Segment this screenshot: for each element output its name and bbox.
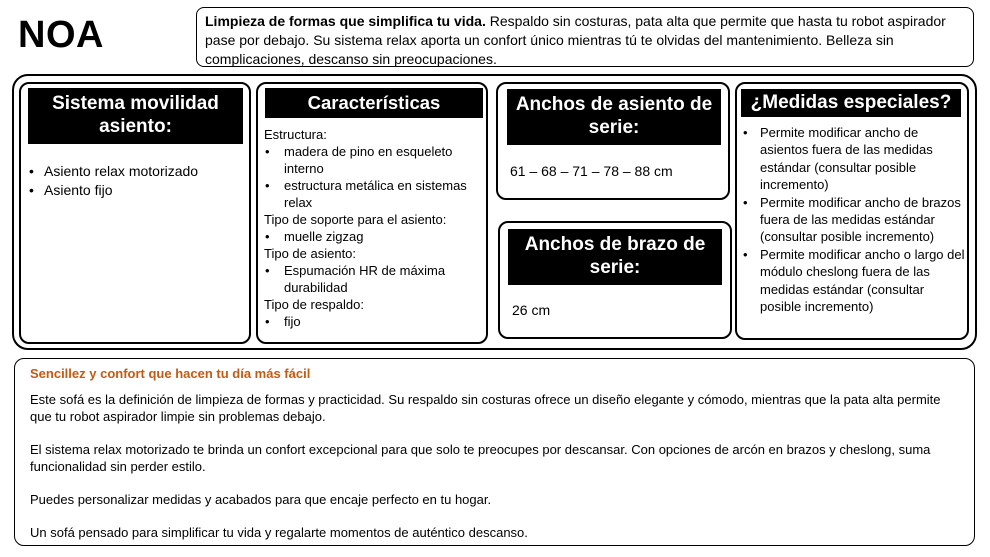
movilidad-body — [28, 162, 246, 200]
list-item: • muelle zigzag — [264, 228, 484, 245]
description-paragraph: El sistema relax motorizado te brinda un confort excepcional para que solo te preocupes por descansar. Con opciones de arcón en brazos y cheslong, suma funcionalidad sin perder estilo. — [30, 442, 931, 474]
list-item: • Permite modificar ancho de brazos fuera de las medidas estándar (consultar posible incremento) — [742, 194, 966, 246]
description-box — [14, 358, 975, 546]
list-item: • Permite modificar ancho de asientos fuera de las medidas estándar (consultar posible incremento) — [742, 124, 966, 194]
tecnicas-heading: Características técnicas: — [265, 88, 483, 118]
group-label: Tipo de asiento: — [264, 246, 357, 261]
anchos-brazo-heading: Anchos de brazo de serie: — [508, 229, 722, 285]
group-label: Tipo de soporte para el asiento: — [264, 212, 447, 227]
anchos-asiento-value: 61 – 68 – 71 – 78 – 88 cm — [510, 163, 673, 179]
description-paragraph: Este sofá es la definición de limpieza de formas y practicidad. Su respaldo sin costuras ofrece un diseño elegante y cómodo, mientras que la pata alta permite que tu robot aspirador limpie sin problemas debajo. — [30, 392, 941, 424]
description-paragraph: Un sofá pensado para simplificar tu vida y regalarte momentos de auténtico descanso. — [30, 525, 528, 540]
group-list — [264, 262, 484, 296]
anchos-asiento-heading: Anchos de asiento de serie: — [507, 89, 721, 145]
group-label: Estructura: — [264, 127, 327, 142]
especiales-list — [742, 124, 966, 315]
anchos-brazo-value: 26 cm — [512, 302, 551, 318]
movilidad-heading: Sistema movilidad asiento: — [28, 88, 243, 144]
description-paragraph: Puedes personalizar medidas y acabados para que encaje perfecto en tu hogar. — [30, 492, 492, 507]
tecnicas-body — [264, 126, 484, 330]
list-item: • Asiento relax motorizado — [28, 162, 246, 181]
list-item: • Espumación HR de máxima durabilidad — [264, 262, 484, 296]
group-list — [264, 313, 484, 330]
intro-box — [196, 7, 974, 67]
description-subtitle: Sencillez y confort que hacen tu día más fácil — [30, 366, 311, 381]
group-list — [264, 228, 484, 245]
list-item: • madera de pino en esqueleto interno — [264, 143, 484, 177]
intro-bold: Limpieza de formas que simplifica tu vida. — [205, 13, 486, 29]
list-item: • estructura metálica en sistemas relax — [264, 177, 484, 211]
movilidad-list — [28, 162, 246, 200]
group-list — [264, 143, 484, 211]
especiales-heading: ¿Medidas especiales? — [741, 89, 961, 117]
page-title: NOA — [18, 14, 104, 56]
list-item: • Permite modificar ancho o largo del módulo cheslong fuera de las medidas estándar (consultar posible incremento) — [742, 246, 966, 316]
group-label: Tipo de respaldo: — [264, 297, 364, 312]
intro-text: Respaldo sin costuras, pata alta que permite que hasta tu robot aspirador pase por debajo. Su sistema relax aporta un confort único mientras tú te olvidas del mantenimiento. Belleza sin complicaciones, descanso sin preocupaciones. — [205, 13, 946, 67]
list-item: • Asiento fijo — [28, 181, 246, 200]
especiales-body — [742, 124, 966, 315]
list-item: • fijo — [264, 313, 484, 330]
